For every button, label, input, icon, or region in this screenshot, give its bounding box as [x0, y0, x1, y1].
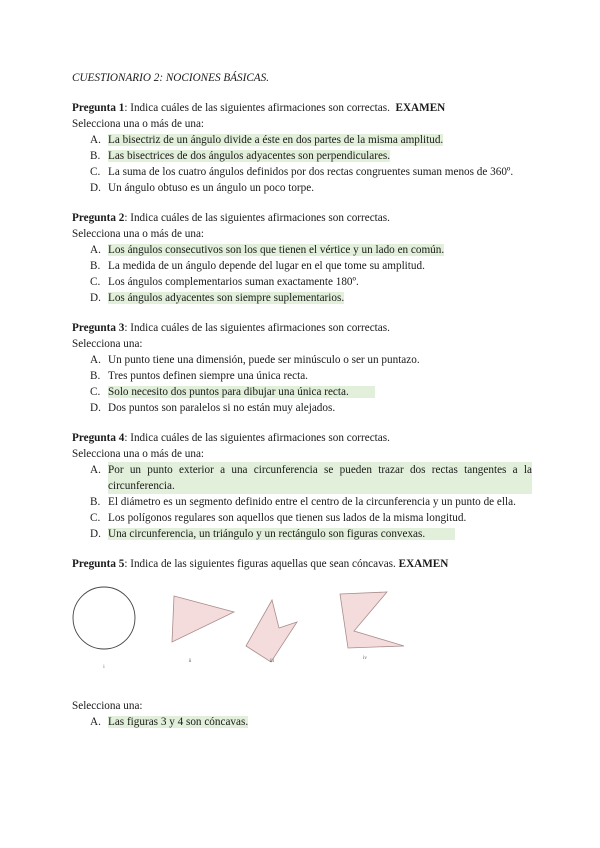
question-1-heading	[72, 100, 532, 116]
question-1-tag: EXAMEN	[395, 102, 446, 114]
question-4-label: Pregunta 4	[72, 432, 125, 444]
question-2-option-c[interactable]: C. Los ángulos complementarios suman exactamente 180º.	[90, 276, 359, 288]
question-3-label: Pregunta 3	[72, 322, 125, 334]
document-page	[72, 70, 532, 744]
figures-row	[72, 582, 532, 692]
question-3-option-b[interactable]: B. Tres puntos definen siempre una única recta.	[90, 370, 308, 382]
question-4-statement: : Indica cuáles de las siguientes afirmaciones son correctas.	[124, 432, 390, 444]
figure-label-2: ii	[188, 659, 192, 664]
question-3-statement: : Indica cuáles de las siguientes afirmaciones son correctas.	[124, 322, 390, 334]
question-4-option-d[interactable]: D. Una circunferencia, un triángulo y un rectángulo son figuras convexas.	[72, 526, 532, 542]
question-3-option-a[interactable]: A. Un punto tiene una dimensión, puede ser minúsculo o ser un puntazo.	[90, 354, 420, 366]
question-1	[72, 100, 532, 196]
question-2-instruction: Selecciona una o más de una:	[72, 228, 205, 240]
question-1-option-a[interactable]: A. La bisectriz de un ángulo divide a éste en dos partes de la misma amplitud.	[90, 134, 444, 146]
question-1-option-b[interactable]: B. Las bisectrices de dos ángulos adyacentes son perpendiculares.	[90, 150, 391, 162]
question-4-option-b[interactable]: B. El diámetro es un segmento definido entre el centro de la circunferencia y un punto de ella.	[90, 496, 516, 508]
question-2-heading	[72, 210, 532, 226]
question-5-heading	[72, 556, 532, 572]
question-4-option-c[interactable]: C. Los polígonos regulares son aquellos que tienen sus lados de la misma longitud.	[90, 512, 467, 524]
question-2-option-a[interactable]: A. Los ángulos consecutivos son los que tienen el vértice y un lado en común.	[90, 244, 445, 256]
question-2	[72, 210, 532, 306]
question-5-label: Pregunta 5	[72, 558, 125, 570]
figure-circle	[73, 587, 135, 649]
question-2-option-b[interactable]: B. La medida de un ángulo depende del lugar en el que tome su amplitud.	[90, 260, 425, 272]
question-2-label: Pregunta 2	[72, 212, 125, 224]
question-4-option-a[interactable]: A. Por un punto exterior a una circunferencia se pueden trazar dos rectas tangentes a la circunferencia.	[90, 464, 532, 492]
question-1-statement: : Indica cuáles de las siguientes afirmaciones son correctas.	[124, 102, 390, 114]
question-1-label: Pregunta 1	[72, 102, 125, 114]
question-3	[72, 320, 532, 416]
figure-concave-arrow	[246, 600, 297, 662]
question-2-option-d[interactable]: D. Los ángulos adyacentes son siempre suplementarios.	[90, 292, 345, 304]
question-5-instruction: Selecciona una:	[72, 700, 143, 712]
question-5-option-a[interactable]: A. Las figuras 3 y 4 son cóncavas.	[90, 716, 249, 728]
figure-label-1: i	[103, 665, 105, 670]
question-1-instruction: Selecciona una o más de una:	[72, 118, 205, 130]
question-1-option-c[interactable]: C. La suma de los cuatro ángulos definidos por dos rectas congruentes suman menos de 360º.	[90, 166, 514, 178]
question-1-option-d[interactable]: D. Un ángulo obtuso es un ángulo un poco torpe.	[90, 182, 315, 194]
question-3-option-d[interactable]: D. Dos puntos son paralelos si no están muy alejados.	[90, 402, 336, 414]
figure-triangle	[172, 596, 234, 642]
question-4	[72, 430, 532, 542]
question-4-heading	[72, 430, 532, 446]
figure-label-4: iv	[363, 656, 367, 661]
question-4-instruction: Selecciona una o más de una:	[72, 448, 205, 460]
question-3-instruction: Selecciona una:	[72, 338, 143, 350]
question-3-heading	[72, 320, 532, 336]
figure-concave-quad	[340, 592, 404, 648]
question-3-option-c[interactable]: C. Solo necesito dos puntos para dibujar una única recta.	[72, 384, 532, 400]
question-5-statement: : Indica de las siguientes figuras aquellas que sean cóncavas.	[124, 558, 396, 570]
figures-svg	[72, 582, 492, 692]
question-5-tag: EXAMEN	[398, 558, 449, 570]
question-5	[72, 556, 532, 730]
question-2-statement: : Indica cuáles de las siguientes afirmaciones son correctas.	[124, 212, 390, 224]
figure-label-3: iii	[269, 659, 275, 664]
document-title: CUESTIONARIO 2: NOCIONES BÁSICAS.	[72, 72, 270, 84]
